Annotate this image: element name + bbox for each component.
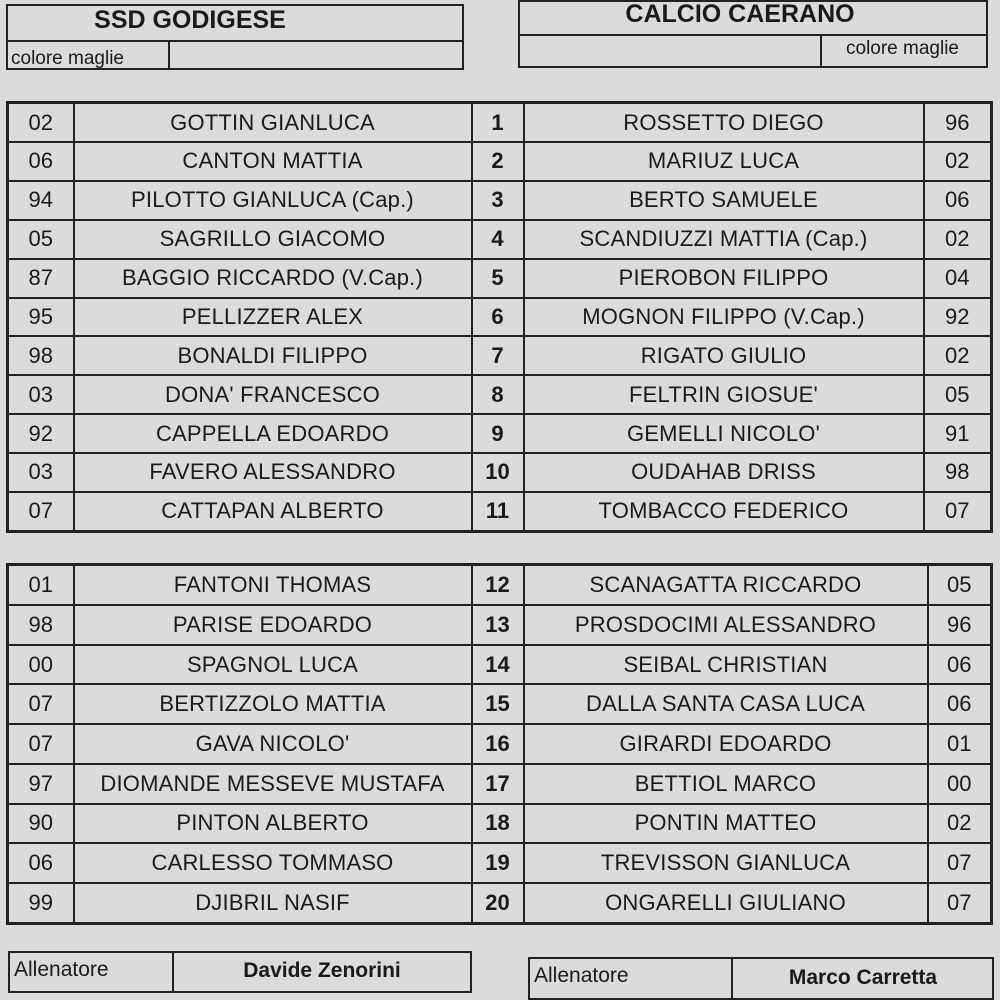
home-birth-year: 07 bbox=[8, 492, 74, 532]
home-birth-year: 90 bbox=[8, 804, 74, 844]
away-player-name: MARIUZ LUCA bbox=[524, 142, 924, 181]
shirt-number: 7 bbox=[472, 336, 524, 375]
shirt-number: 3 bbox=[472, 181, 524, 220]
away-birth-year: 91 bbox=[924, 414, 992, 453]
shirt-number: 1 bbox=[472, 103, 524, 143]
away-player-name: PIEROBON FILIPPO bbox=[524, 259, 924, 298]
player-row bbox=[8, 605, 992, 645]
home-player-name: CAPPELLA EDOARDO bbox=[74, 414, 472, 453]
shirt-number: 18 bbox=[472, 804, 524, 844]
player-row bbox=[8, 298, 992, 337]
home-birth-year: 00 bbox=[8, 645, 74, 685]
player-row bbox=[8, 181, 992, 220]
away-birth-year: 01 bbox=[928, 724, 992, 764]
away-birth-year: 92 bbox=[924, 298, 992, 337]
player-row bbox=[8, 883, 992, 924]
away-birth-year: 98 bbox=[924, 453, 992, 492]
shirt-number: 14 bbox=[472, 645, 524, 685]
player-row bbox=[8, 453, 992, 492]
away-color-label: colore maglie bbox=[846, 38, 959, 59]
home-player-name: FAVERO ALESSANDRO bbox=[74, 453, 472, 492]
player-row bbox=[8, 724, 992, 764]
away-coach-label: Allenatore bbox=[534, 964, 629, 987]
away-player-name: SCANDIUZZI MATTIA (Cap.) bbox=[524, 220, 924, 259]
home-birth-year: 98 bbox=[8, 336, 74, 375]
away-player-name: MOGNON FILIPPO (V.Cap.) bbox=[524, 298, 924, 337]
shirt-number: 4 bbox=[472, 220, 524, 259]
away-player-name: SCANAGATTA RICCARDO bbox=[524, 565, 928, 605]
player-row bbox=[8, 764, 992, 804]
player-row bbox=[8, 645, 992, 685]
home-player-name: PINTON ALBERTO bbox=[74, 804, 472, 844]
home-birth-year: 06 bbox=[8, 142, 74, 181]
player-row bbox=[8, 804, 992, 844]
away-coach-divider bbox=[731, 957, 733, 1000]
away-birth-year: 06 bbox=[928, 645, 992, 685]
substitutes-table bbox=[6, 563, 993, 925]
shirt-number: 13 bbox=[472, 605, 524, 645]
home-player-name: SAGRILLO GIACOMO bbox=[74, 220, 472, 259]
home-player-name: CARLESSO TOMMASO bbox=[74, 843, 472, 883]
shirt-number: 8 bbox=[472, 375, 524, 414]
player-row bbox=[8, 142, 992, 181]
away-birth-year: 02 bbox=[928, 804, 992, 844]
shirt-number: 11 bbox=[472, 492, 524, 532]
home-birth-year: 87 bbox=[8, 259, 74, 298]
home-birth-year: 07 bbox=[8, 684, 74, 724]
home-player-name: CANTON MATTIA bbox=[74, 142, 472, 181]
away-birth-year: 00 bbox=[928, 764, 992, 804]
home-team-name: SSD GODIGESE bbox=[94, 6, 286, 34]
away-birth-year: 06 bbox=[924, 181, 992, 220]
home-coach-name: Davide Zenorini bbox=[243, 959, 401, 982]
home-birth-year: 07 bbox=[8, 724, 74, 764]
home-player-name: SPAGNOL LUCA bbox=[74, 645, 472, 685]
starters-table bbox=[6, 101, 993, 533]
away-player-name: GEMELLI NICOLO' bbox=[524, 414, 924, 453]
home-player-name: GOTTIN GIANLUCA bbox=[74, 103, 472, 143]
away-birth-year: 07 bbox=[928, 883, 992, 924]
home-birth-year: 98 bbox=[8, 605, 74, 645]
player-row bbox=[8, 843, 992, 883]
away-player-name: BETTIOL MARCO bbox=[524, 764, 928, 804]
home-player-name: DJIBRIL NASIF bbox=[74, 883, 472, 924]
away-player-name: TOMBACCO FEDERICO bbox=[524, 492, 924, 532]
away-color-divider bbox=[820, 36, 822, 68]
away-player-name: FELTRIN GIOSUE' bbox=[524, 375, 924, 414]
home-birth-year: 94 bbox=[8, 181, 74, 220]
shirt-number: 2 bbox=[472, 142, 524, 181]
home-birth-year: 95 bbox=[8, 298, 74, 337]
home-player-name: DIOMANDE MESSEVE MUSTAFA bbox=[74, 764, 472, 804]
home-player-name: BERTIZZOLO MATTIA bbox=[74, 684, 472, 724]
home-player-name: FANTONI THOMAS bbox=[74, 565, 472, 605]
home-player-name: DONA' FRANCESCO bbox=[74, 375, 472, 414]
shirt-number: 19 bbox=[472, 843, 524, 883]
home-player-name: BONALDI FILIPPO bbox=[74, 336, 472, 375]
shirt-number: 10 bbox=[472, 453, 524, 492]
home-birth-year: 06 bbox=[8, 843, 74, 883]
away-player-name: RIGATO GIULIO bbox=[524, 336, 924, 375]
home-birth-year: 03 bbox=[8, 375, 74, 414]
player-row bbox=[8, 565, 992, 605]
home-player-name: GAVA NICOLO' bbox=[74, 724, 472, 764]
away-team-name: CALCIO CAERANO bbox=[625, 0, 855, 28]
player-row bbox=[8, 336, 992, 375]
player-row bbox=[8, 414, 992, 453]
away-birth-year: 04 bbox=[924, 259, 992, 298]
shirt-number: 16 bbox=[472, 724, 524, 764]
shirt-number: 17 bbox=[472, 764, 524, 804]
away-birth-year: 02 bbox=[924, 220, 992, 259]
shirt-number: 6 bbox=[472, 298, 524, 337]
away-birth-year: 07 bbox=[928, 843, 992, 883]
away-player-name: GIRARDI EDOARDO bbox=[524, 724, 928, 764]
shirt-number: 5 bbox=[472, 259, 524, 298]
home-player-name: PELLIZZER ALEX bbox=[74, 298, 472, 337]
home-birth-year: 03 bbox=[8, 453, 74, 492]
away-player-name: TREVISSON GIANLUCA bbox=[524, 843, 928, 883]
away-birth-year: 96 bbox=[924, 103, 992, 143]
home-player-name: PARISE EDOARDO bbox=[74, 605, 472, 645]
player-row bbox=[8, 375, 992, 414]
player-row bbox=[8, 103, 992, 143]
shirt-number: 15 bbox=[472, 684, 524, 724]
home-birth-year: 05 bbox=[8, 220, 74, 259]
away-birth-year: 96 bbox=[928, 605, 992, 645]
home-color-divider bbox=[168, 42, 170, 70]
away-player-name: BERTO SAMUELE bbox=[524, 181, 924, 220]
home-player-name: PILOTTO GIANLUCA (Cap.) bbox=[74, 181, 472, 220]
home-coach-label: Allenatore bbox=[14, 958, 109, 981]
away-birth-year: 05 bbox=[928, 565, 992, 605]
away-player-name: ONGARELLI GIULIANO bbox=[524, 883, 928, 924]
away-player-name: PONTIN MATTEO bbox=[524, 804, 928, 844]
away-coach-name: Marco Carretta bbox=[788, 966, 938, 989]
away-birth-year: 02 bbox=[924, 142, 992, 181]
shirt-number: 12 bbox=[472, 565, 524, 605]
away-birth-year: 06 bbox=[928, 684, 992, 724]
away-birth-year: 02 bbox=[924, 336, 992, 375]
home-birth-year: 01 bbox=[8, 565, 74, 605]
home-birth-year: 97 bbox=[8, 764, 74, 804]
home-birth-year: 02 bbox=[8, 103, 74, 143]
away-player-name: DALLA SANTA CASA LUCA bbox=[524, 684, 928, 724]
away-player-name: PROSDOCIMI ALESSANDRO bbox=[524, 605, 928, 645]
away-player-name: SEIBAL CHRISTIAN bbox=[524, 645, 928, 685]
shirt-number: 9 bbox=[472, 414, 524, 453]
away-player-name: OUDAHAB DRISS bbox=[524, 453, 924, 492]
shirt-number: 20 bbox=[472, 883, 524, 924]
player-row bbox=[8, 492, 992, 532]
home-birth-year: 92 bbox=[8, 414, 74, 453]
player-row bbox=[8, 259, 992, 298]
home-player-name: CATTAPAN ALBERTO bbox=[74, 492, 472, 532]
player-row bbox=[8, 220, 992, 259]
away-birth-year: 07 bbox=[924, 492, 992, 532]
away-birth-year: 05 bbox=[924, 375, 992, 414]
home-birth-year: 99 bbox=[8, 883, 74, 924]
home-player-name: BAGGIO RICCARDO (V.Cap.) bbox=[74, 259, 472, 298]
home-color-label: colore maglie bbox=[11, 48, 124, 69]
away-player-name: ROSSETTO DIEGO bbox=[524, 103, 924, 143]
player-row bbox=[8, 684, 992, 724]
